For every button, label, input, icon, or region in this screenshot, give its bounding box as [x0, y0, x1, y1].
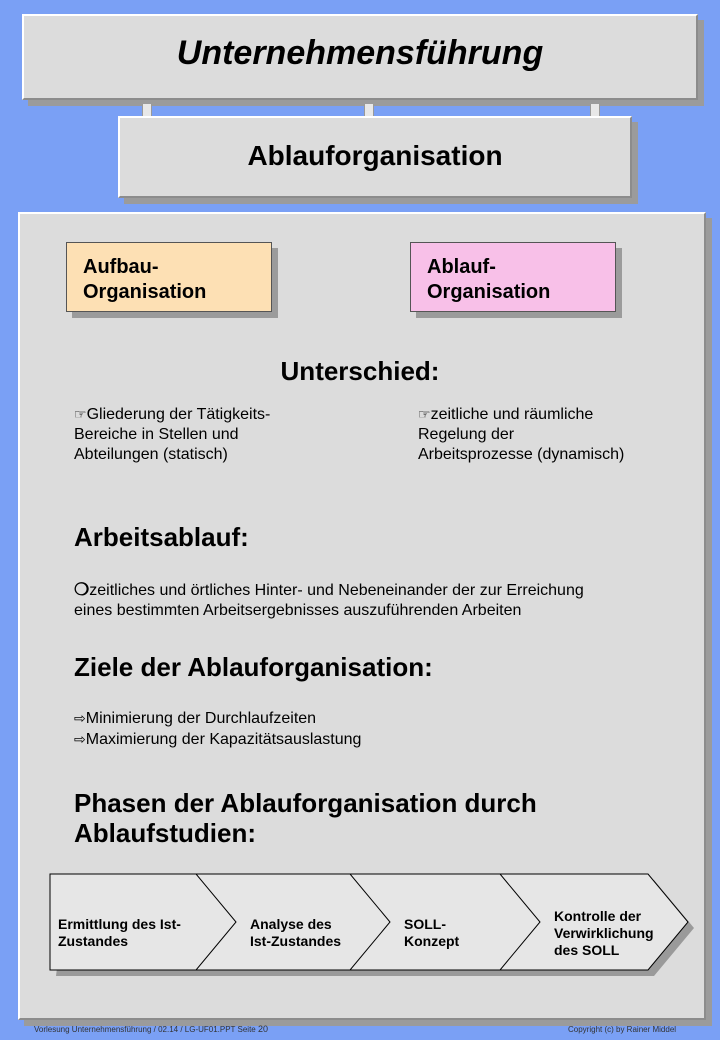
- phase-2-label: [250, 916, 341, 950]
- phasen-heading-line: Ablaufstudien:: [74, 818, 256, 848]
- ziele-heading: Ziele der Ablauforganisation:: [74, 652, 433, 682]
- ziele-item-text: Maximierung der Kapazitätsauslastung: [85, 731, 362, 748]
- phase-4-label: [554, 908, 654, 959]
- aufbau-organisation-box: [66, 242, 272, 312]
- phasen-heading: [74, 788, 537, 848]
- unterschied-left-line: Gliederung der Tätigkeits-: [86, 406, 271, 423]
- phasen-heading-line: Phasen der Ablauforganisation durch: [74, 788, 537, 818]
- phase-label-line: Zustandes: [58, 933, 129, 949]
- phase-label-line: des SOLL: [554, 942, 620, 958]
- ablauf-label-line1: Ablauf-: [427, 256, 496, 278]
- footer-left: [34, 1024, 268, 1034]
- phase-label-line: SOLL-: [404, 916, 446, 932]
- footer-page-number: 20: [258, 1024, 269, 1034]
- unterschied-right-line: Arbeitsprozesse (dynamisch): [418, 446, 625, 463]
- phase-label-line: Analyse des: [250, 916, 332, 932]
- phase-label-line: Konzept: [404, 933, 460, 949]
- phase-label-line: Ist-Zustandes: [250, 933, 342, 949]
- ablauf-label-line2: Organisation: [427, 281, 551, 303]
- page-title: Unternehmensführung: [176, 34, 544, 72]
- title-box: [22, 14, 698, 100]
- pointing-hand-icon: ☞: [418, 406, 431, 422]
- ablauf-organisation-box: [410, 242, 616, 312]
- ziele-item-text: Minimierung der Durchlaufzeiten: [85, 710, 317, 727]
- unterschied-left: [74, 404, 374, 465]
- unterschied-heading: Unterschied:: [280, 356, 440, 386]
- footer-copyright: Copyright (c) by Rainer Middel: [568, 1025, 677, 1034]
- list-item: [74, 708, 574, 729]
- arbeitsablauf-text: [74, 580, 694, 621]
- unterschied-right-line: zeitliche und räumliche: [430, 406, 594, 423]
- arbeitsablauf-heading: Arbeitsablauf:: [74, 522, 249, 552]
- list-item: [74, 729, 574, 750]
- ziele-list: [74, 708, 574, 750]
- arrow-right-icon: ⇨: [74, 731, 86, 747]
- arbeitsablauf-line: eines bestimmten Arbeitsergebnisses auszuführenden Arbeiten: [74, 602, 522, 619]
- circle-icon: ❍: [74, 580, 90, 599]
- unterschied-left-line: Bereiche in Stellen und: [74, 426, 239, 443]
- pointing-hand-icon: ☞: [74, 406, 87, 422]
- phase-label-line: Verwirklichung: [554, 925, 654, 941]
- phase-3-label: [404, 916, 459, 950]
- arbeitsablauf-line: zeitliches und örtliches Hinter- und Nebeneinander der zur Erreichung: [89, 582, 584, 599]
- phase-label-line: Kontrolle der: [554, 908, 642, 924]
- phase-1-label: [58, 916, 181, 950]
- phase-label-line: Ermittlung des Ist-: [58, 916, 181, 932]
- unterschied-left-line: Abteilungen (statisch): [74, 446, 228, 463]
- aufbau-label-line2: Organisation: [83, 281, 207, 303]
- arrow-right-icon: ⇨: [74, 710, 86, 726]
- subtitle: Ablauforganisation: [247, 140, 503, 171]
- aufbau-label-line1: Aufbau-: [83, 256, 159, 278]
- unterschied-right-line: Regelung der: [418, 426, 515, 443]
- footer-course: Vorlesung Unternehmensführung / 02.14 / LG-UF01.PPT Seite: [34, 1025, 256, 1034]
- subtitle-box: [118, 116, 632, 198]
- unterschied-right: [418, 404, 708, 465]
